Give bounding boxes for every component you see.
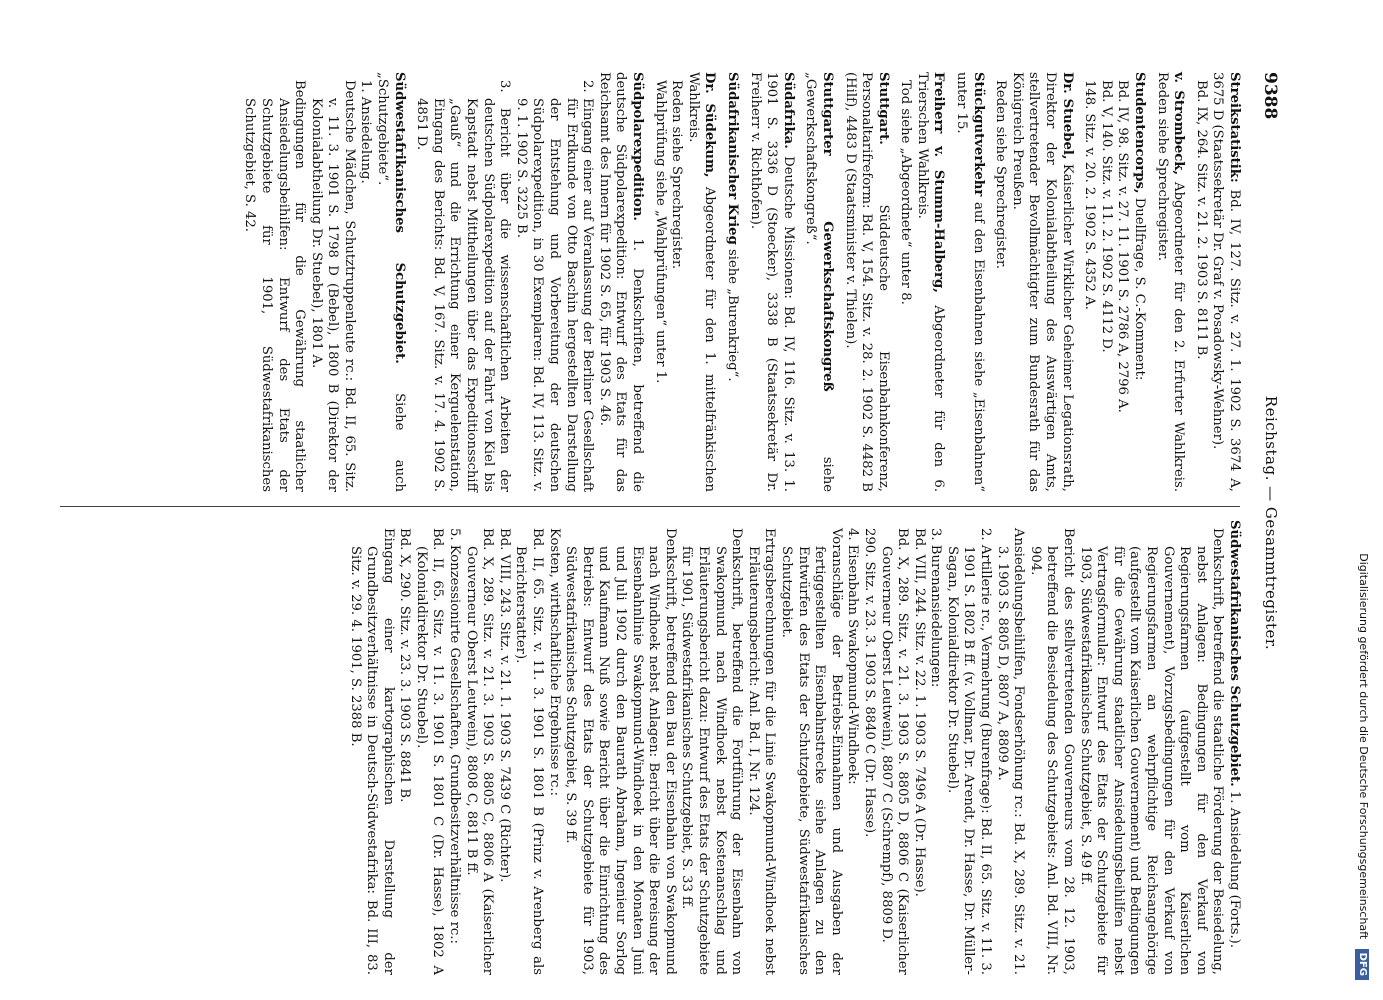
entry-line: Bedingungen für die Gewährung staatlicher Ansiedelungsbeihilfen: Entwurf des Etats der Schutzgebiete für 1901, Südwestafrikanisches Schutzgebiet, S. 42. <box>242 80 308 492</box>
entry-heading: Südwestafrikanisches Schutzgebiet. <box>1227 520 1242 787</box>
entry-line: Wahlprüfung siehe „Wahlprüfungen“ unter 1. <box>652 80 668 384</box>
register-entry <box>897 72 947 492</box>
entry-line: Tod siehe „Abgeordnete“ unter 8. <box>898 80 914 305</box>
entry-line: 3. Bericht über die wissenschaftlichen Arbeiten der deutschen Südpolarexpedition auf der Fahrt von Kiel bis Kapstadt nebst Mittheilungen über das Expeditionsschiff „Gauß“ und die Errichtung einer Kerguelenstation, Eingang des Berichts: Bd. V, 167. Sitz. v. 17. 4. 1902 S. 4851 D. <box>414 80 513 492</box>
register-entry <box>1153 72 1186 492</box>
entry-line: Bd. II, 65. Sitz. v. 11. 3. 1901 S. 1801 B (Prinz v. Arenberg als Berichterstatter). <box>513 528 546 975</box>
register-entry <box>241 72 407 492</box>
entry-heading: v. Strombeck, <box>1171 72 1187 176</box>
entry-line: 2. Artillerie rc., Vermehrung (Burenfrage): Bd. II, 65. Sitz. v. 11. 3. 1901 S. 1802 B ff. (v. Vollmar, Dr. Arendt, Dr. Hasse, Dr. Müller-Sagan, Kolonialdirektor Dr. Stuebel). <box>944 528 994 975</box>
column-divider <box>60 506 1240 507</box>
register-entry <box>841 72 891 492</box>
entry-heading: Stuttgart. <box>875 72 891 145</box>
entry-heading: Studentencorps, <box>1132 72 1148 194</box>
entry-line: 148. Sitz. v. 20. 2. 1902 S. 4352 A. <box>1082 80 1098 310</box>
entry-line: auf den Eisenbahnen siehe „Eisenbahnen“ unter 15. <box>954 72 986 492</box>
entry-line: Abgeordneter für den 2. Erfurter Wahlkreis. Reden siehe Sprechregister. <box>1154 72 1187 492</box>
credit-text: Digitalisierung gefördert durch die Deutsche Forschungsgemeinschaft <box>1357 553 1370 940</box>
entry-heading: Südpolarexpedition. <box>630 72 645 222</box>
register-entry <box>346 520 1242 975</box>
entry-heading: Stückgutverkehr <box>970 72 986 197</box>
entry-line: 1. Ansiedelung (Forts.). <box>1227 790 1242 948</box>
entry-heading: Südwestafrikanisches Schutzgebiet. <box>391 72 407 364</box>
entry-line: Süddeutsche Eisenbahnkonferenz, Personaltarifreform: Bd. V, 154. Sitz. v. 28. 2. 1902 S. 4482 B (Hilf), 4483 D (Staatsminister v. Thielen). <box>842 72 891 492</box>
entry-line: Bd. IV, 127. Sitz. v. 27. 1. 1902 S. 3674 A, 3675 D (Staatssekretär Dr. Graf v. Posadowsky-Wehner). <box>1210 72 1242 492</box>
entry-line: siehe „Burenkrieg“. <box>724 249 740 382</box>
dfg-logo-badge: DFG <box>1355 949 1369 980</box>
entry-line: Denkschrift, betreffend die staatliche Förderung der Besiedelung, nebst Anlagen: Bedingungen für den Verkauf von Regierungsfarmen (aufgestellt vom Kaiserlichen Gouvernement), Vorzugsbedingungen für den Verkauf von Regierungsfarmen an wehrpflichtige Reichsangehörige (aufgestellt vom Kaiserlichen Gouvernement) und Bedingungen für die Gewährung staatlicher Ansiedelungsbeihilfen nebst Vertragsformular: Entwurf des Etats der Schutzgebiete für 1903, Südwestafrikanisches Schutzgebiet, S. 49 ff. <box>1077 528 1226 975</box>
register-entry <box>651 72 717 492</box>
entry-line: 2. Eingang einer auf Veranlassung der Berliner Gesellschaft für Erdkunde von Otto Baschin hergestellten Darstellung der Entstehung und Vorbereitung der deutschen Südpolarexpedition, in 30 Exemplaren: Bd. IV, 113. Sitz. v. 9. 1. 1902 S. 3225 B. <box>513 80 596 492</box>
entry-line: Bericht des stellvertretenden Gouverneurs vom 28. 12. 1903, betreffend die Besiedelung des Schutzgebiets: Anl. Bd. VIII, Nr. 904. <box>1027 528 1077 975</box>
entry-line: Bd. X, 290. Sitz. v. 23. 3. 1903 S. 8841 B. <box>397 528 413 803</box>
entry-line: 5. Konzessionirte Gesellschaften, Grundbesitzverhältnisse rc.: <box>447 528 463 944</box>
entry-line: siehe „Gewerkschaftskongreß“. <box>803 72 835 492</box>
entry-heading: Freiherr v. Stumm-Halberg, <box>931 72 947 293</box>
entry-line: Reden siehe Sprechregister. <box>669 80 685 270</box>
entry-line: Reden siehe Sprechregister. <box>993 80 1009 270</box>
entry-line: Deutsche Mädchen, Schutztruppenleute rc.: Bd. II, 65. Sitz. v. 11. 3. 1901 S. 1798 D (Bebel), 1800 B (Direktor der Kolonialabtheilung Dr. Stuebel), 1801 A. <box>308 80 357 492</box>
entry-line: Kaiserlicher Wirklicher Geheimer Legationsrath, Direktor der Kolonialabtheilung des Auswärtigen Amts, stellvertretender Bevollmächtigter zum Bundesrath für das Königreich Preußen. <box>1009 72 1075 492</box>
register-entry <box>723 72 740 492</box>
entry-line: Ertragsberechnungen für die Linie Swakopmund-Windhoek nebst Erläuterungsbericht: Anl. Bd. I, Nr. 124. <box>745 528 778 975</box>
entry-heading: Streikstatistik: <box>1227 72 1242 183</box>
entry-line: 1. Ansiedelung. <box>358 80 374 184</box>
register-entry <box>1081 72 1147 492</box>
entry-line: 290. Sitz. v. 23. 3. 1903 S. 8840 C (Dr. Hasse). <box>861 528 877 838</box>
register-entry <box>953 72 986 492</box>
entry-line: Siehe auch „Schutzgebiete“. <box>375 72 407 493</box>
entry-line: Bd. X, 289. Sitz. v. 21. 3. 1903 S. 8805 D, 8806 C (Kaiserlicher Gouverneur Oberst Leutwein), 8807 C (Schrempf), 8809 D. <box>878 528 911 975</box>
entry-line: Abgeordneter für den 1. mittelfränkischen Wahlkreis. <box>685 72 718 492</box>
entry-line: 4. Eisenbahn Swakopmund-Windhoek: <box>845 528 861 785</box>
entry-heading: Südafrika. <box>780 72 796 149</box>
page-header <box>1254 72 1280 974</box>
entry-line: Bd. II, 65. Sitz. v. 11. 3. 1901 S. 1801 C (Dr. Hasse), 1802 A (Kolonialdirektor Dr. Stuebel). <box>413 528 446 975</box>
entry-line: Ansiedelungsbeihilfen, Fondserhöhung rc.: Bd. X, 289. Sitz. v. 21. 3. 1903 S. 8805 D, 8807 A, 8809 A. <box>994 528 1027 975</box>
register-entry <box>992 72 1075 492</box>
entry-line: Bd. V, 140. Sitz. v. 11. 2. 1902 S. 4112 D. <box>1098 80 1114 353</box>
left-column <box>235 72 1242 492</box>
entry-heading: Südafrikanischer Krieg <box>724 72 740 245</box>
register-entry <box>1192 72 1242 492</box>
page-number: 9388 <box>1260 72 1280 120</box>
entry-line: Voranschläge der Betriebs-Einnahmen und Ausgaben der fertiggestellten Eisenbahnstrecke siehe Anlagen zu den Entwürfen des Etats der Schutzgebiete, Südwestafrikanisches Schutzgebiet. <box>778 528 844 975</box>
entry-line: Bd. VIII, 244. Sitz. v. 22. 1. 1903 S. 7496 A (Dr. Hasse). <box>911 528 927 897</box>
entry-line: Bd. X, 289. Sitz. v. 21. 3. 1903 S. 8805 C, 8806 A (Kaiserlicher Gouverneur Oberst Leutwein), 8808 C, 8811 B ff. <box>463 528 496 975</box>
entry-line: Bd. VIII, 243. Sitz. v. 21. 1. 1903 S. 7439 C (Richter). <box>496 528 512 883</box>
digitization-credit <box>1352 20 1374 980</box>
register-entry <box>802 72 835 492</box>
entry-line: Bd. IV, 98. Sitz. v. 27. 11. 1901 S. 2786 A, 2796 A. <box>1115 80 1131 413</box>
entry-line: Denkschrift, betreffend die Fortführung der Eisenbahn von Swakopmund nach Windhoek nebst Kostenanschlag und Erläuterungsbericht dazu: Entwurf des Etats der Schutzgebiete für 1901, Südwestafrikanisches Schutzgebiet, S. 33 ff. <box>679 528 745 975</box>
register-entry <box>413 72 645 492</box>
right-column <box>340 520 1242 975</box>
entry-heading: Dr. Südekum, <box>702 72 718 178</box>
entry-line: 1. Denkschriften, betreffend die deutsche Südpolarexpedition: Entwurf des Etats für das Reichsamt des Innern für 1902 S. 65, für 1903 S. 46. <box>596 72 645 492</box>
entry-line: Duellfrage, S. C.-Komment: <box>1132 197 1148 381</box>
entry-line: Denkschrift, betreffend den Bau der Eisenbahn von Swakopmund nach Windhoek nebst Anlagen: Bericht über die Bereisung der Eisenbahnlinie Swakopmund-Windhoek in den Monaten Juni und Juli 1902 durch den Baurath Abraham, Ingenieur Sorlog und Kaufmann Nuß sowie Bericht über die Einrichtung des Betriebs: Entwurf des Etats der Schutzgebiete für 1903, Südwestafrikanisches Schutzgebiet, S. 39 ff. <box>563 528 678 975</box>
entry-heading: Dr. Stuebel, <box>1059 72 1075 160</box>
entry-heading: Stuttgarter Gewerkschaftskongreß <box>819 72 835 392</box>
entry-line: Bd. IX, 264. Sitz. v. 21. 2. 1903 S. 8111 B. <box>1193 80 1209 360</box>
entry-line: Deutsche Missionen: Bd. IV, 116. Sitz. v. 13. 1. 1901 S. 3336 D (Stoecker), 3338 B (Staatssekretär Dr. Freiherr v. Richthofen). <box>747 72 796 492</box>
entry-line: Eingang einer kartographischen Darstellung der Grundbesitzverhältnisse in Deutsch-Südwestafrika: Bd. III, 83. Sitz. v. 29. 4. 1901, S. 2388 B. <box>347 528 396 975</box>
entry-line: Kosten, wirthschaftliche Ergebnisse rc.: <box>546 528 562 796</box>
register-entry <box>746 72 796 492</box>
running-title: Reichstag. — Gesammtregister. <box>1262 395 1280 651</box>
entry-line: Abgeordneter für den 6. Trierschen Wahlkreis. <box>914 72 947 492</box>
entry-line: 3. Burenansiedelungen: <box>928 528 944 688</box>
